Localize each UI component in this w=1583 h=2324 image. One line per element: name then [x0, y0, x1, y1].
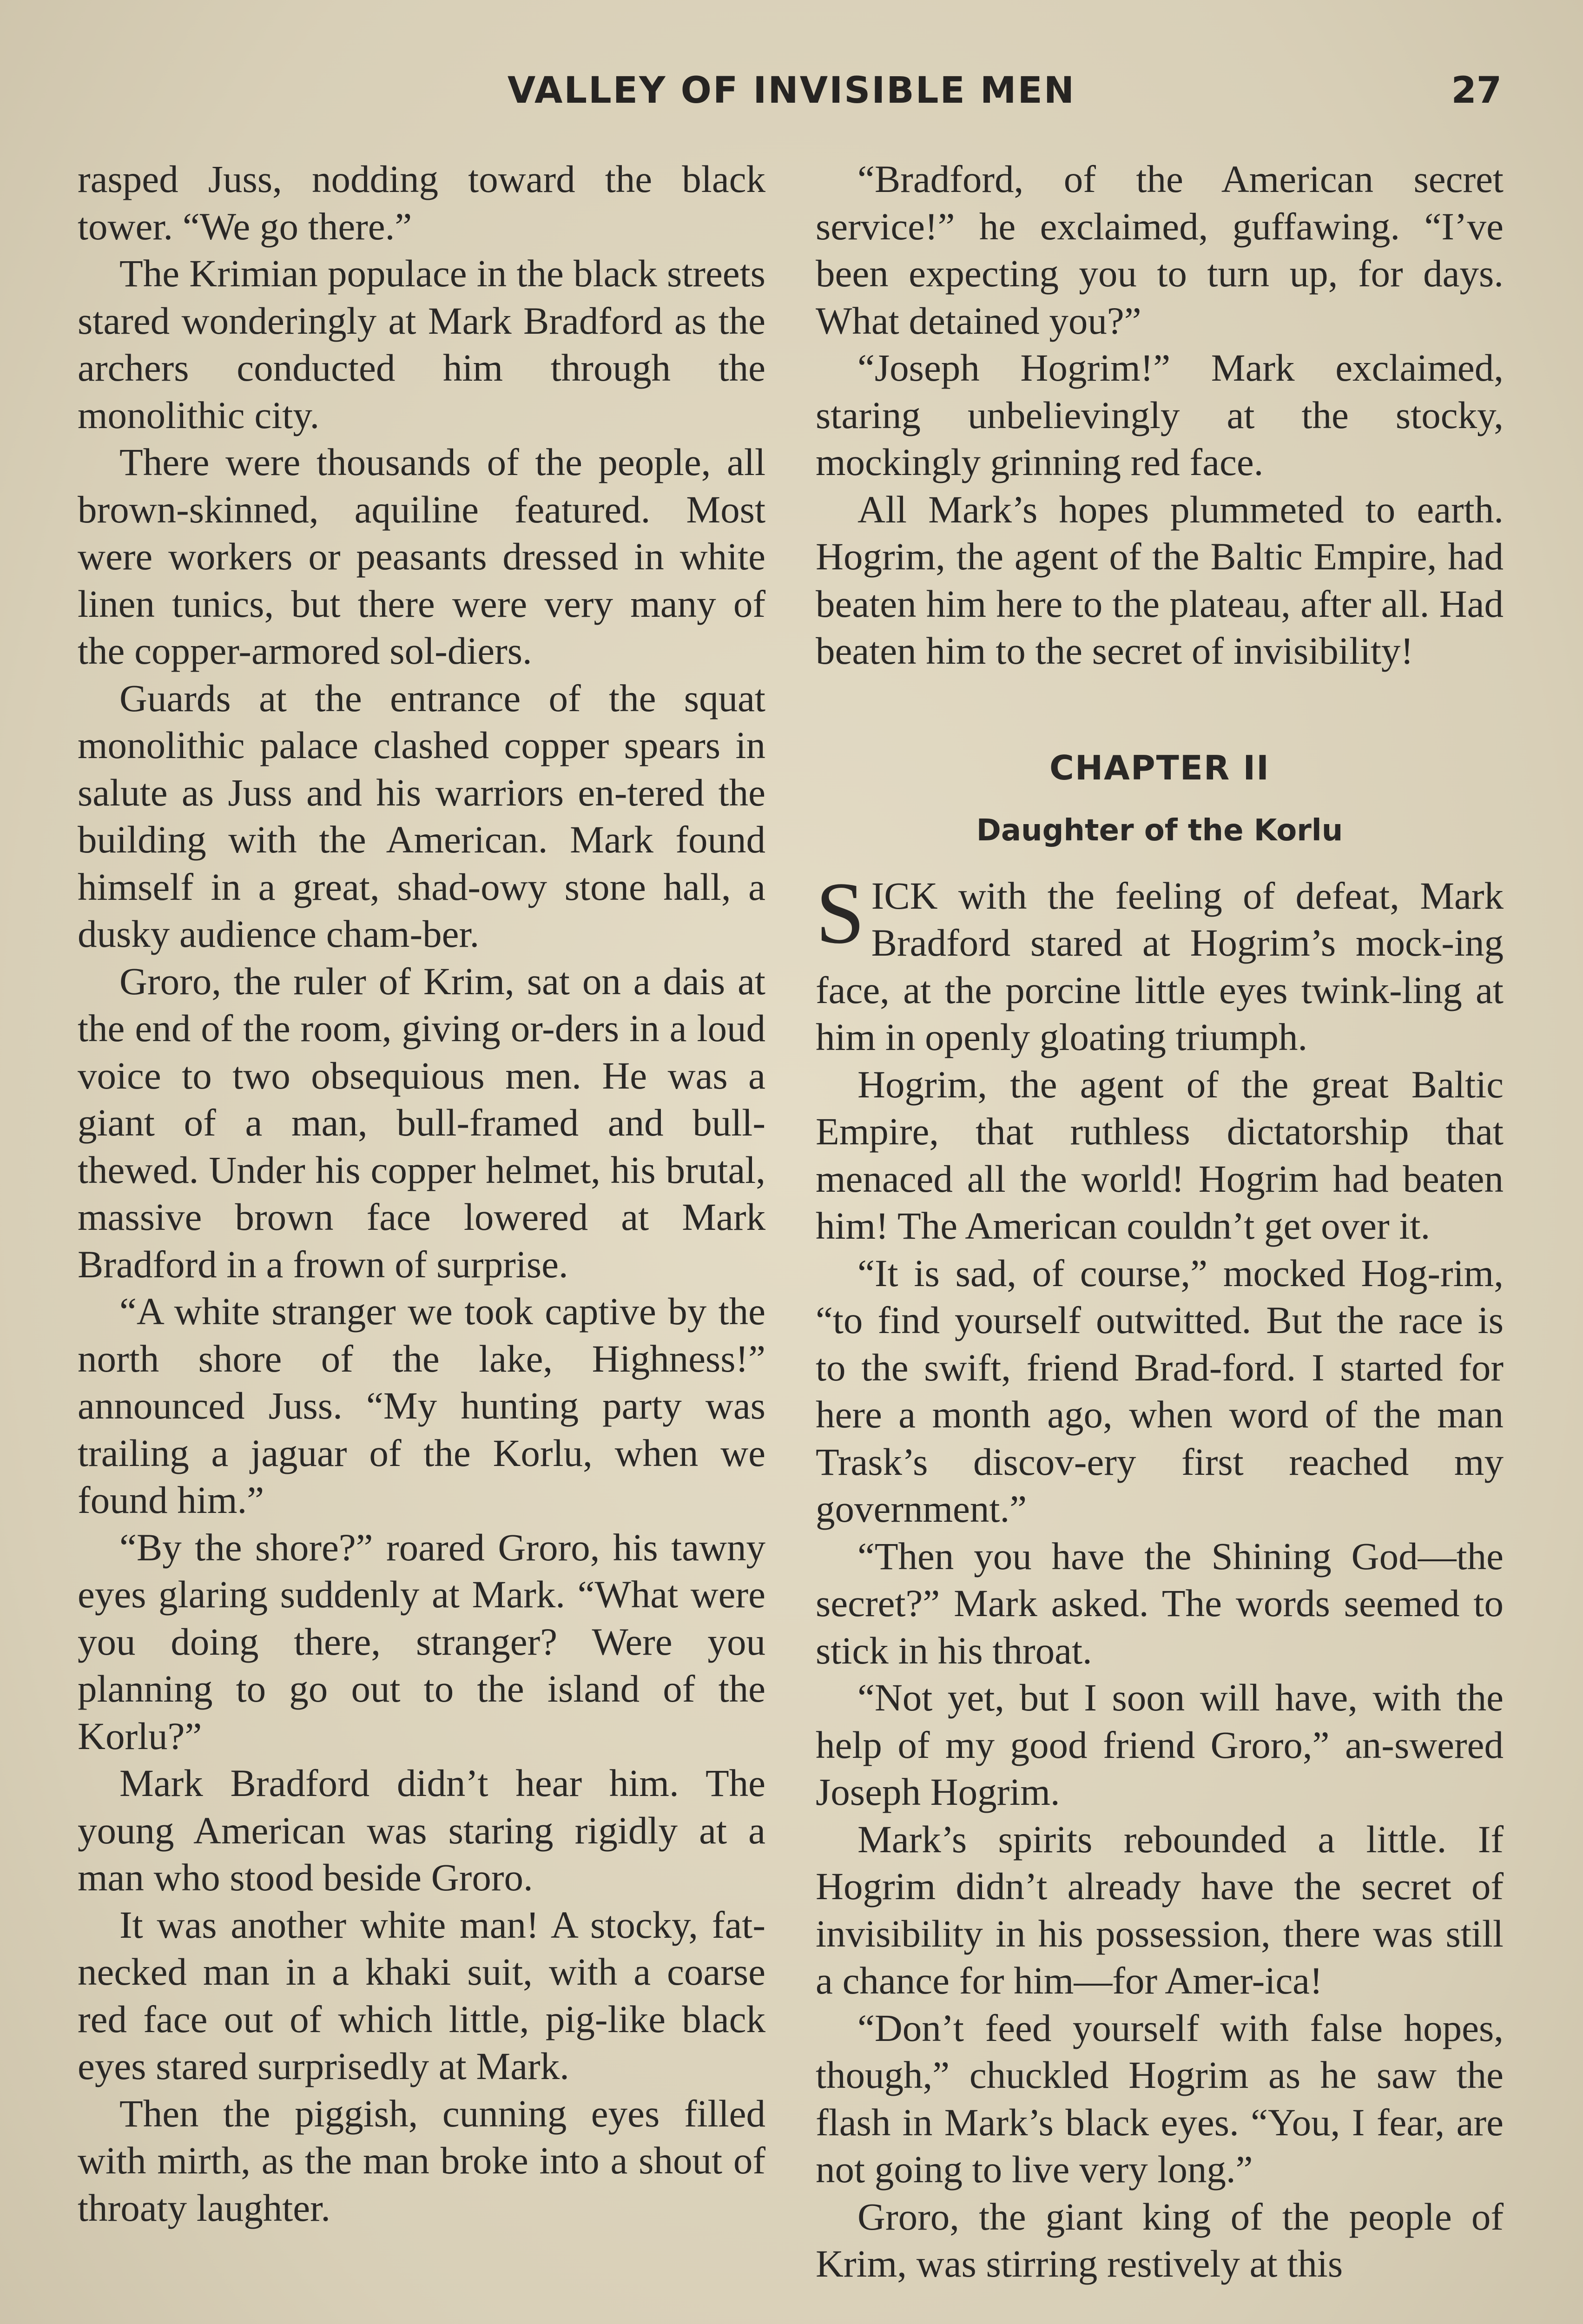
paragraph: rasped Juss, nodding toward the black tower. “We go there.”	[78, 158, 765, 248]
paragraph: “Then you have the Shining God—the secret?” Mark asked. The words seemed to stick in his throat.	[816, 1534, 1504, 1672]
opening-paragraph-text: ICK with the feeling of defeat, Mark Bradford stared at Hogrim’s mock-ing face, at the porcine little eyes twink-ling at him in openly gloating triumph.	[816, 874, 1504, 1058]
paragraph: “Don’t feed yourself with false hopes, though,” chuckled Hogrim as he saw the flash in Mark’s black eyes. “You, I fear, are not going to live very long.”	[816, 2006, 1504, 2191]
paragraph: “Joseph Hogrim!” Mark exclaimed, staring unbelievingly at the stocky, mockingly grinning red face.	[816, 346, 1504, 483]
chapter-heading: CHAPTER II	[1049, 748, 1270, 787]
paragraph: “It is sad, of course,” mocked Hog-rim, “to find yourself outwitted. But the race is to the swift, friend Brad-ford. I started for here a month ago, when word of the man Trask’s discov-ery first reached my government.”	[816, 1251, 1504, 1530]
paragraph: “Not yet, but I soon will have, with the help of my good friend Groro,” an-swered Joseph Hogrim.	[816, 1676, 1504, 1813]
paragraph: “A white stranger we took captive by the north shore of the lake, Highness!” announced Juss. “My hunting party was trailing a jaguar of the Korlu, when we found him.”	[78, 1290, 765, 1521]
page-number: 27	[1451, 70, 1502, 112]
paragraph: Guards at the entrance of the squat monolithic palace clashed copper spears in salute as Juss and his warriors en-tered the building with the American. Mark found himself in a great, shad-owy stone hall, a dusky audience cham-ber.	[78, 676, 765, 955]
paragraph: Hogrim, the agent of the great Baltic Empire, that ruthless dictatorship that menaced all the world! Hogrim had beaten him! The American couldn’t get over it.	[816, 1063, 1504, 1247]
paragraph: Mark Bradford didn’t hear him. The young American was staring rigidly at a man who stood beside Groro.	[78, 1762, 765, 1899]
paragraph: It was another white man! A stocky, fat-necked man in a khaki suit, with a coarse red face out of which little, pig-like black eyes stared surprisedly at Mark.	[78, 1903, 765, 2087]
chapter-subtitle: Daughter of the Korlu	[976, 813, 1343, 848]
chapter-opening-paragraph	[816, 864, 1504, 1061]
paragraph: “Bradford, of the American secret service!” he exclaimed, guffawing. “I’ve been expecting you to turn up, for days. What detained you?”	[816, 158, 1504, 342]
paragraph: Mark’s spirits rebounded a little. If Hogrim didn’t already have the secret of invisibility in his possession, there was still a chance for him—for Amer-ica!	[816, 1817, 1504, 2002]
paragraph: Groro, the giant king of the people of Krim, was stirring restively at this	[816, 2195, 1504, 2285]
paragraph: All Mark’s hopes plummeted to earth. Hogrim, the agent of the Baltic Empire, had beaten him here to the plateau, after all. Had beaten him to the secret of invisibility!	[816, 488, 1504, 672]
drop-cap-letter: S	[816, 864, 865, 962]
paragraph: Groro, the ruler of Krim, sat on a dais at the end of the room, giving or-ders in a loud voice to two obsequious men. He was a giant of a man, bull-framed and bull-thewed. Under his copper helmet, his brutal, massive brown face lowered at Mark Bradford in a frown of surprise.	[78, 959, 765, 1286]
right-text-column	[816, 156, 1504, 2288]
paragraph: The Krimian populace in the black streets stared wonderingly at Mark Bradford as the archers conducted him through the monolithic city.	[78, 252, 765, 436]
paragraph: Then the piggish, cunning eyes filled with mirth, as the man broke into a shout of throaty laughter.	[78, 2092, 765, 2229]
paragraph: There were thousands of the people, all brown-skinned, aquiline featured. Most were workers or peasants dressed in white linen tunics, but there were very many of the copper-armored sol-diers.	[78, 441, 765, 672]
running-head-title: VALLEY OF INVISIBLE MEN	[507, 70, 1076, 112]
paragraph: “By the shore?” roared Groro, his tawny eyes glaring suddenly at Mark. “What were you doing there, stranger? Were you planning to go out to the island of the Korlu?”	[78, 1525, 765, 1757]
left-text-column	[78, 156, 765, 2232]
